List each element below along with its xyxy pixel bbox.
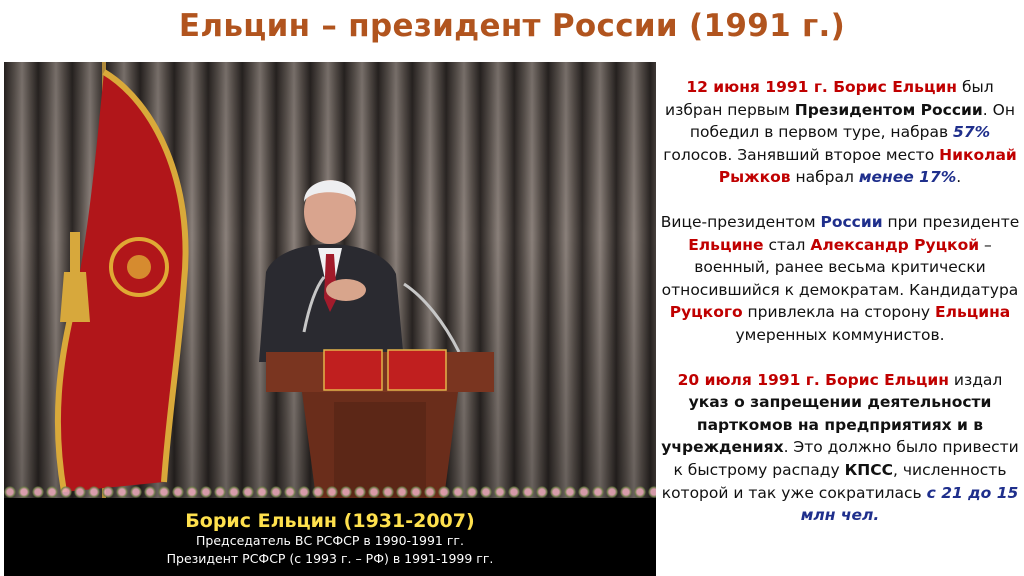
man-hand [326, 279, 366, 301]
text-span: – военный, ранее весьма критически относившийся к демократам. Кандидатура [661, 235, 1019, 299]
flowers-row [4, 486, 656, 498]
cpsu-word: КПСС [844, 460, 893, 479]
paragraph-election [660, 76, 1020, 189]
caption-line-2: Президент РСФСР (с 1993 г. – РФ) в 1991-1999 гг. [166, 551, 494, 566]
text-span: стал [763, 235, 811, 254]
red-book-right [388, 350, 446, 390]
ryzhkov-name: Николай Рыжков [718, 145, 1017, 187]
yeltsin-inauguration-photo [4, 62, 656, 498]
president-of-russia: Президентом России [794, 100, 983, 119]
text-span: набрал [790, 168, 859, 187]
lectern-panel [334, 402, 426, 498]
vote-percent: 57% [953, 123, 991, 142]
photo-caption [4, 498, 656, 576]
flag-emblem-center [127, 255, 151, 279]
decree-date-name: 20 июля 1991 г. Борис Ельцин [677, 370, 949, 389]
rutskoy-name: Александр Руцкой [810, 235, 980, 254]
decree-title: указ о запрещении деятельности парткомов на предприятиях и в учреждениях [661, 393, 992, 457]
flag-tassel-cord [70, 232, 80, 272]
text-span: привлекла на сторону [742, 303, 935, 322]
paragraph-vice-president [660, 211, 1020, 347]
text-span: Вице-президентом [660, 212, 821, 231]
membership-range: с 21 до 15 млн чел. [800, 483, 1019, 525]
text-span: умеренных коммунистов. [735, 325, 945, 344]
text-span: был избран первым [665, 78, 994, 119]
rutskoy-word: Руцкого [669, 303, 743, 322]
caption-name: Борис Ельцин (1931-2007) [185, 510, 475, 532]
text-span: . Это должно было привести к быстрому распаду [673, 438, 1019, 479]
election-date-name: 12 июня 1991 г. Борис Ельцин [686, 78, 958, 96]
text-span: . [956, 168, 962, 187]
microphone-right [404, 284, 459, 352]
paragraph-decree [660, 369, 1020, 527]
text-span: голосов. Занявший второе место [663, 145, 940, 164]
caption-line-1: Председатель ВС РСФСР в 1990-1991 гг. [196, 533, 464, 548]
text-span: издал [948, 370, 1003, 389]
flag-tassel [60, 272, 90, 322]
yeltsin-word-2: Ельцина [935, 303, 1011, 322]
russia-word: России [820, 212, 883, 231]
description-text [660, 76, 1020, 549]
ryzhkov-percent: менее 17% [858, 168, 957, 187]
slide-title: Ельцин – президент России (1991 г.) [178, 8, 846, 44]
text-span: , численность которой и так уже сократилась [661, 460, 1007, 502]
inauguration-scene [4, 62, 656, 498]
text-span: при президенте [882, 212, 1020, 231]
red-book-left [324, 350, 382, 390]
yeltsin-word: Ельцине [688, 235, 764, 254]
text-span: . Он победил в первом туре, набрав [689, 100, 1015, 142]
